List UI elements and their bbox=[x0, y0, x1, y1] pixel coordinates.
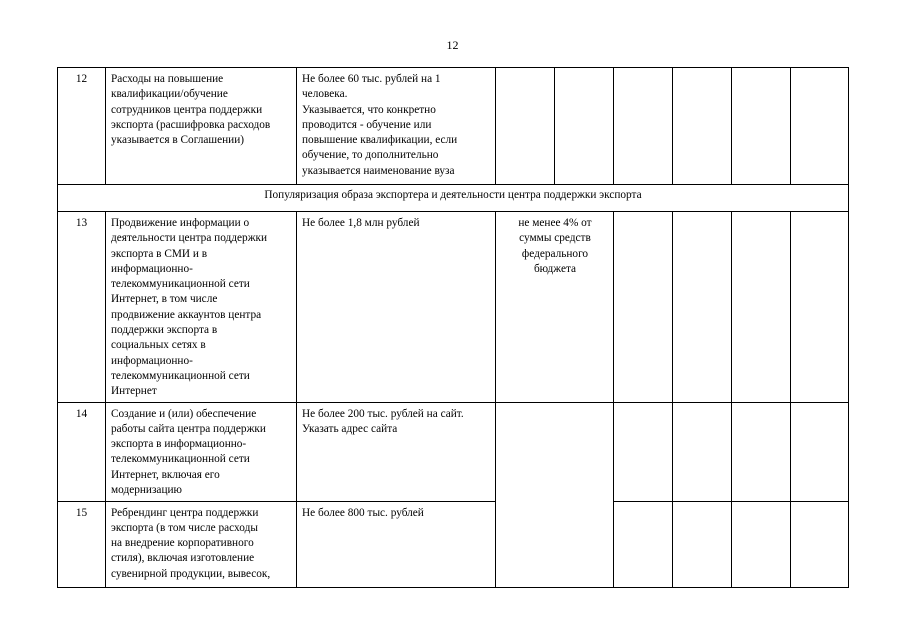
empty-cell bbox=[791, 501, 849, 587]
expense-limit: Не более 60 тыс. рублей на 1 человека. Указывается, что конкретно проводится - обучение или повышение квалификации, если обучение, то дополнительно указывается наименование вуза bbox=[297, 68, 496, 185]
empty-cell bbox=[732, 501, 791, 587]
row-number: 13 bbox=[58, 212, 106, 403]
table-row-14 bbox=[58, 402, 849, 501]
empty-cell bbox=[791, 68, 849, 185]
page-number: 12 bbox=[446, 38, 459, 52]
empty-cell bbox=[614, 402, 673, 501]
expense-name: Продвижение информации о деятельности центра поддержки экспорта в СМИ и в информационно- телекоммуникационной сети Интернет, в том числе продвижение аккаунтов центра поддержки экспорта в социальных сетях в информационно- телекоммуникационной сети Интернет bbox=[106, 212, 297, 403]
row-number: 14 bbox=[58, 402, 106, 501]
row-number: 15 bbox=[58, 501, 106, 587]
empty-cell bbox=[673, 501, 732, 587]
empty-cell bbox=[732, 212, 791, 403]
empty-cell bbox=[555, 68, 614, 185]
empty-cell bbox=[673, 212, 732, 403]
expense-limit: Не более 1,8 млн рублей bbox=[297, 212, 496, 403]
expense-name: Ребрендинг центра поддержки экспорта (в том числе расходы на внедрение корпоративного стиля), включая изготовление сувенирной продукции, вывесок, bbox=[106, 501, 297, 587]
expense-name: Создание и (или) обеспечение работы сайта центра поддержки экспорта в информационно- телекоммуникационной сети Интернет, включая его модернизацию bbox=[106, 402, 297, 501]
table-row-15 bbox=[58, 501, 849, 587]
section-header: Популяризация образа экспортера и деятельности центра поддержки экспорта bbox=[58, 185, 849, 212]
row-number: 12 bbox=[58, 68, 106, 185]
empty-cell bbox=[791, 402, 849, 501]
empty-cell bbox=[732, 68, 791, 185]
expense-limit: Не более 200 тыс. рублей на сайт. Указать адрес сайта bbox=[297, 402, 496, 501]
empty-cell bbox=[673, 68, 732, 185]
empty-cell bbox=[496, 68, 555, 185]
table-row-12 bbox=[58, 68, 849, 185]
expense-limit: Не более 800 тыс. рублей bbox=[297, 501, 496, 587]
section-header-row bbox=[58, 185, 849, 212]
empty-cell bbox=[614, 68, 673, 185]
empty-cell bbox=[614, 501, 673, 587]
expense-name: Расходы на повышение квалификации/обучение сотрудников центра поддержки экспорта (расшифровка расходов указывается в Соглашении) bbox=[106, 68, 297, 185]
expense-table bbox=[57, 67, 849, 588]
empty-merged-cell bbox=[496, 402, 614, 587]
empty-cell bbox=[732, 402, 791, 501]
empty-cell bbox=[673, 402, 732, 501]
table-row-13 bbox=[58, 212, 849, 403]
budget-share: не менее 4% от суммы средств федерального бюджета bbox=[496, 212, 614, 403]
empty-cell bbox=[791, 212, 849, 403]
empty-cell bbox=[614, 212, 673, 403]
